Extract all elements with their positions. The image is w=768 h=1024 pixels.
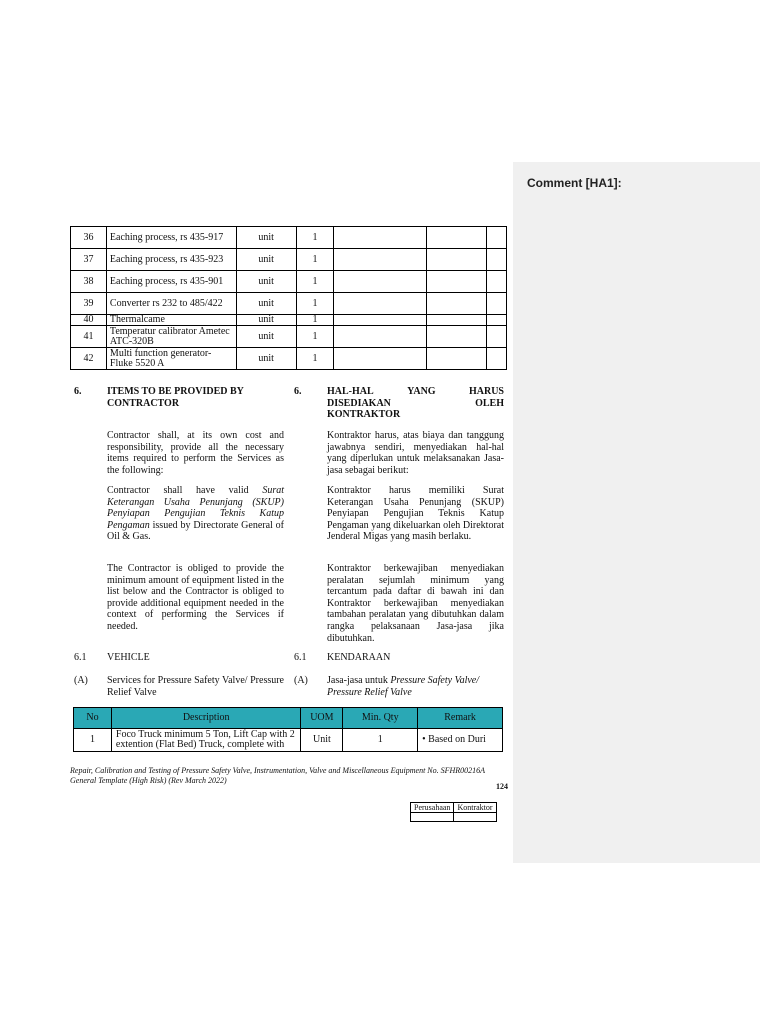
col-header-remark: Remark xyxy=(418,708,503,729)
cell-empty-1 xyxy=(334,326,427,348)
cell-empty-2 xyxy=(427,227,487,249)
page-footer xyxy=(70,766,510,786)
subsection-a-prefix-id: Jasa-jasa untuk xyxy=(327,675,388,686)
page-number: 124 xyxy=(496,782,508,791)
cell-no: 38 xyxy=(71,271,107,293)
cell-empty-2 xyxy=(427,271,487,293)
cell-empty-2 xyxy=(427,293,487,315)
cell-uom: Unit xyxy=(301,729,343,752)
table-row xyxy=(71,315,507,326)
cell-no: 40 xyxy=(71,315,107,326)
subsection-a-text-id xyxy=(327,675,504,698)
cell-qty: 1 xyxy=(296,271,334,293)
col-header-description: Description xyxy=(111,708,300,729)
title-id-word2: YANG xyxy=(407,386,436,397)
cell-empty-1 xyxy=(334,271,427,293)
cell-no: 36 xyxy=(71,227,107,249)
cell-uom: unit xyxy=(236,293,296,315)
para2-en-italic: Surat Keterangan Usaha Penunjang (SKUP) Penyiapan Pengujian Teknis Katup Pengaman xyxy=(107,485,284,531)
title-id-line2b: OLEH xyxy=(475,397,504,409)
title-id-word3: HARUS xyxy=(468,386,504,397)
cell-uom: unit xyxy=(236,315,296,326)
cell-description: Temperatur calibrator Ametec ATC-320B xyxy=(106,326,236,348)
para1-id: Kontraktor harus, atas biaya dan tanggung jawabnya sendiri, menyediakan hal-hal yang diperlukan untuk melaksanakan Jasa-jasa sebagai berikut: xyxy=(327,430,504,476)
cell-description: Converter rs 232 to 485/422 xyxy=(106,293,236,315)
sign-col-perusahaan: Perusahaan xyxy=(411,803,454,813)
col-header-min-qty: Min. Qty xyxy=(343,708,418,729)
comment-pane xyxy=(513,162,760,863)
cell-no: 39 xyxy=(71,293,107,315)
cell-empty-2 xyxy=(427,348,487,370)
sign-box-perusahaan xyxy=(411,813,454,822)
cell-description: Multi function generator-Fluke 5520 A xyxy=(106,348,236,370)
section6-title-en: ITEMS TO BE PROVIDED BY CONTRACTOR xyxy=(107,386,244,409)
comment-label[interactable]: Comment [HA1]: xyxy=(527,176,622,190)
vehicle-table xyxy=(73,707,503,752)
cell-no: 37 xyxy=(71,249,107,271)
para3-id: Kontraktor berkewajiban menyediakan peralatan sejumlah minimum yang tercantum pada daftar di bawah ini dan Kontraktor berkewajiban menyediakan tambahan peralatan yang dibutuhkan dalam rangka pelaksanaan Jasa-jasa jika dibutuhkan. xyxy=(327,563,504,644)
cell-qty: 1 xyxy=(296,293,334,315)
cell-empty-1 xyxy=(334,315,427,326)
subsection-a-text-en: Services for Pressure Safety Valve/ Pressure Relief Valve xyxy=(107,675,284,698)
para1-en: Contractor shall, at its own cost and responsibility, provide all the necessary items required to perform the Services as the following: xyxy=(107,430,284,476)
cell-qty: 1 xyxy=(296,315,334,326)
cell-empty-2 xyxy=(427,249,487,271)
cell-empty-3 xyxy=(486,293,506,315)
section6-number-en: 6. xyxy=(74,386,82,397)
cell-description: Eaching process, rs 435-923 xyxy=(106,249,236,271)
cell-empty-2 xyxy=(427,315,487,326)
cell-uom: unit xyxy=(236,249,296,271)
section6-number-id: 6. xyxy=(294,386,302,397)
vehicle-table-header xyxy=(74,708,503,729)
cell-uom: unit xyxy=(236,227,296,249)
section61-title-id: KENDARAAN xyxy=(327,652,391,663)
cell-description: Eaching process, rs 435-917 xyxy=(106,227,236,249)
table-row xyxy=(74,729,503,752)
cell-empty-1 xyxy=(334,293,427,315)
table-row xyxy=(71,227,507,249)
cell-description: Foco Truck minimum 5 Ton, Lift Cap with 2 extention (Flat Bed) Truck, complete with xyxy=(111,729,300,752)
col-header-no: No xyxy=(74,708,112,729)
cell-no: 41 xyxy=(71,326,107,348)
cell-empty-3 xyxy=(486,315,506,326)
cell-empty-1 xyxy=(334,227,427,249)
title-id-line2a: DISEDIAKAN xyxy=(327,397,391,409)
cell-uom: unit xyxy=(236,348,296,370)
title-id-word1: HAL-HAL xyxy=(327,386,374,397)
subsection-a-label-en: (A) xyxy=(74,675,88,686)
bullet-icon: • xyxy=(422,734,426,745)
section61-title-en: VEHICLE xyxy=(107,652,150,663)
cell-empty-3 xyxy=(486,227,506,249)
cell-uom: unit xyxy=(236,326,296,348)
table-row xyxy=(71,249,507,271)
cell-empty-2 xyxy=(427,326,487,348)
cell-empty-3 xyxy=(486,348,506,370)
section61-number-id: 6.1 xyxy=(294,652,307,663)
cell-uom: unit xyxy=(236,271,296,293)
cell-no: 1 xyxy=(74,729,112,752)
subsection-a-italic-id: Pressure Safety Valve/ Pressure Relief Valve xyxy=(327,675,480,698)
sign-box-kontraktor xyxy=(454,813,496,822)
signature-table xyxy=(410,802,497,822)
para2-en-a: Contractor shall have valid xyxy=(107,485,249,496)
cell-qty: 1 xyxy=(296,326,334,348)
para3-en: The Contractor is obliged to provide the minimum amount of equipment listed in the list below and the Contractor is obliged to provide additional equipment needed in the context of performing the Services if needed. xyxy=(107,563,284,632)
table-row xyxy=(71,326,507,348)
para2-en-b: issued by Directorate General of Oil & Gas. xyxy=(107,519,284,543)
table-row xyxy=(71,271,507,293)
title-id-line3: KONTRAKTOR xyxy=(327,409,401,421)
remark-text: Based on Duri xyxy=(428,734,486,745)
footer-line2: General Template (High Risk) (Rev March 2022) xyxy=(70,776,227,785)
footer-line1: Repair, Calibration and Testing of Pressure Safety Valve, Instrumentation, Valve and Miscellaneous Equipment No. SFHR00216A xyxy=(70,766,486,775)
equipment-table xyxy=(70,226,507,370)
cell-empty-3 xyxy=(486,249,506,271)
section6-title-id xyxy=(327,386,504,421)
col-header-uom: UOM xyxy=(301,708,343,729)
table-row xyxy=(71,348,507,370)
cell-no: 42 xyxy=(71,348,107,370)
cell-remark xyxy=(418,729,503,752)
section61-number-en: 6.1 xyxy=(74,652,87,663)
cell-qty: 1 xyxy=(296,227,334,249)
cell-description: Eaching process, rs 435-901 xyxy=(106,271,236,293)
cell-qty: 1 xyxy=(296,249,334,271)
cell-empty-3 xyxy=(486,326,506,348)
subsection-a-label-id: (A) xyxy=(294,675,308,686)
para2-id: Kontraktor harus memiliki Surat Keterangan Usaha Penunjang (SKUP) Penyiapan Pengujian Teknis Katup Pengaman yang dikeluarkan oleh Direktorat Jenderal Migas yang masih berlaku. xyxy=(327,485,504,543)
para2-en xyxy=(107,485,284,543)
cell-description: Thermalcame xyxy=(106,315,236,326)
cell-empty-3 xyxy=(486,271,506,293)
table-row xyxy=(71,293,507,315)
sign-col-kontraktor: Kontraktor xyxy=(454,803,496,813)
cell-min-qty: 1 xyxy=(343,729,418,752)
cell-empty-1 xyxy=(334,348,427,370)
cell-qty: 1 xyxy=(296,348,334,370)
cell-empty-1 xyxy=(334,249,427,271)
